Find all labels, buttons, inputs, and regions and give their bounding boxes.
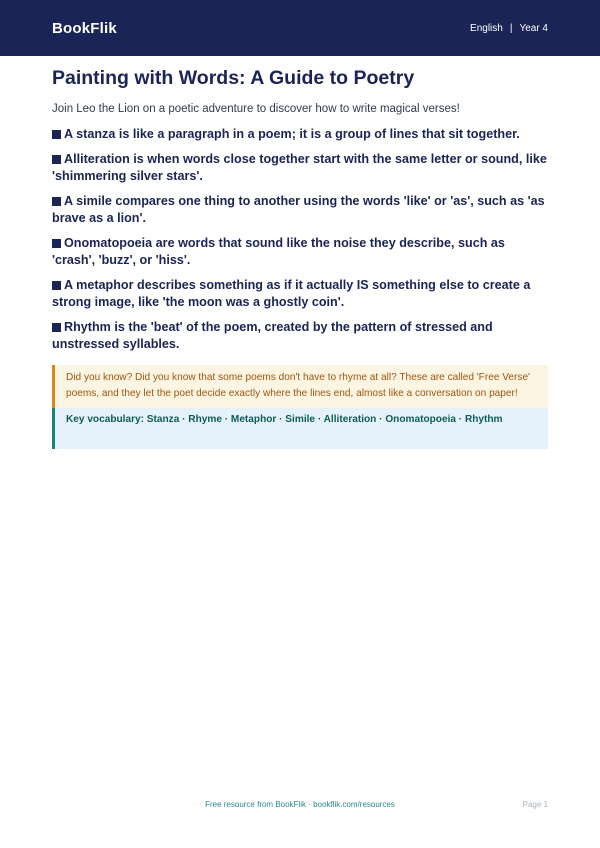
fact-text: Onomatopoeia are words that sound like the noise they describe, such as 'crash', 'buzz', or 'hiss'.	[52, 236, 505, 268]
fact-item	[52, 151, 548, 185]
intro-text: Join Leo the Lion on a poetic adventure to discover how to write magical verses!	[52, 103, 460, 116]
key-vocabulary-box	[52, 408, 548, 449]
square-bullet-icon	[52, 239, 61, 248]
brand-logo: BookFlik	[52, 19, 117, 37]
fact-text: Rhythm is the 'beat' of the poem, created by the pattern of stressed and unstressed syllables.	[52, 320, 493, 352]
separator: |	[509, 22, 513, 34]
fact-text: A stanza is like a paragraph in a poem; it is a group of lines that sit together.	[64, 127, 520, 142]
main-content	[0, 67, 600, 449]
did-you-know-text: Did you know? Did you know that some poems don't have to rhyme at all? These are called 'Free Verse' poems, and they let the poet decide exactly where the lines end, almost like a conversation on paper!	[66, 372, 530, 400]
subject-year	[470, 23, 548, 34]
year-label: Year 4	[519, 22, 548, 34]
square-bullet-icon	[52, 323, 61, 332]
fact-text: A metaphor describes something as if it actually IS something else to create a strong image, like 'the moon was a ghostly coin'.	[52, 278, 531, 310]
square-bullet-icon	[52, 155, 61, 164]
square-bullet-icon	[52, 281, 61, 290]
key-vocabulary-text: Key vocabulary: Stanza · Rhyme · Metaphor · Simile · Alliteration · Onomatopoeia · Rhythm	[66, 414, 503, 426]
fact-list	[52, 126, 548, 353]
footer	[0, 800, 600, 814]
fact-item	[52, 126, 548, 143]
square-bullet-icon	[52, 130, 61, 139]
footer-link[interactable]: Free resource from BookFlik · bookflik.com/resources	[205, 800, 395, 809]
fact-text: Alliteration is when words close together start with the same letter or sound, like 'shimmering silver stars'.	[52, 152, 547, 184]
page-title: Painting with Words: A Guide to Poetry	[52, 67, 415, 89]
fact-item	[52, 277, 548, 311]
did-you-know-callout	[52, 365, 548, 408]
subject-label: English	[470, 22, 503, 34]
fact-item	[52, 235, 548, 269]
page-number: Page 1	[522, 800, 548, 809]
fact-item	[52, 193, 548, 227]
square-bullet-icon	[52, 197, 61, 206]
fact-text: A simile compares one thing to another using the words 'like' or 'as', such as 'as brave as a lion'.	[52, 194, 545, 226]
fact-item	[52, 319, 548, 353]
header-bar	[0, 0, 600, 56]
